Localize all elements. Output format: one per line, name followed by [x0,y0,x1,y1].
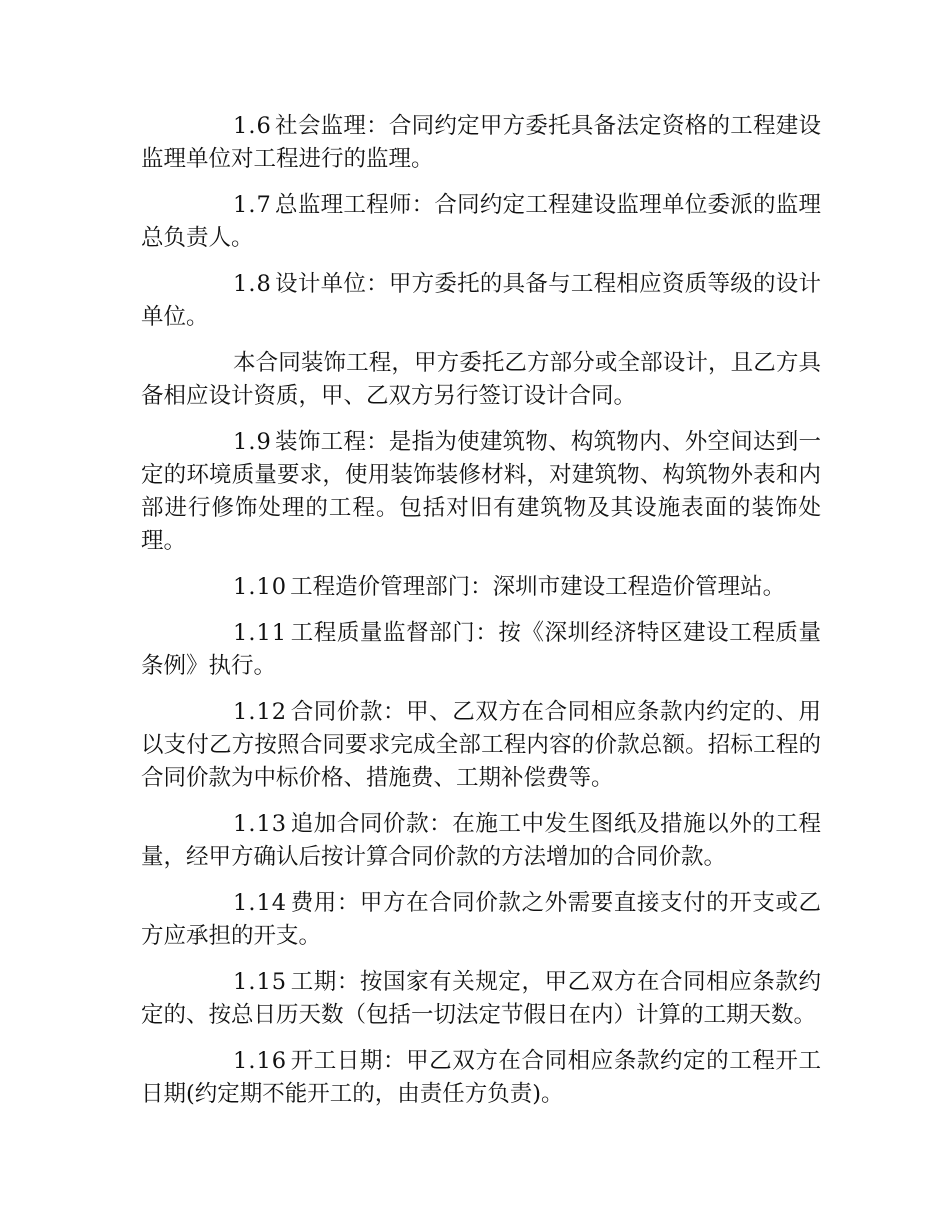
clause-text: 追加合同价款：在施工中发生图纸及措施以外的工程量，经甲方确认后按计算合同价款的方法增加的合同价款。 [141,811,821,870]
clause-1-13 [141,808,821,874]
clause-1-10 [141,571,821,604]
clause-1-14 [141,887,821,953]
clause-design-note [141,347,821,413]
clause-text: 工程造价管理部门：深圳市建设工程造价管理站。 [290,574,786,600]
clause-number: 1.11 [233,620,288,646]
clause-1-9 [141,426,821,558]
clause-1-16 [141,1045,821,1111]
clause-number: 1.7 [233,192,272,218]
clause-1-15 [141,966,821,1032]
clause-number: 1.14 [233,890,288,916]
clause-1-12 [141,696,821,795]
clause-number: 1.6 [233,113,272,139]
clause-text: 工期：按国家有关规定，甲乙双方在合同相应条款约定的、按总日历天数（包括一切法定节假日在内）计算的工期天数。 [141,969,821,1028]
clause-number: 1.8 [233,271,272,297]
clause-text: 合同价款：甲、乙双方在合同相应条款内约定的、用以支付乙方按照合同要求完成全部工程内容的价款总额。招标工程的合同价款为中标价格、措施费、工期补偿费等。 [141,699,821,791]
clause-text: 装饰工程：是指为使建筑物、构筑物内、外空间达到一定的环境质量要求，使用装饰装修材料，对建筑物、构筑物外表和内部进行修饰处理的工程。包括对旧有建筑物及其设施表面的装饰处理。 [141,429,821,554]
clause-number: 1.10 [233,574,288,600]
clause-text: 本合同装饰工程，甲方委托乙方部分或全部设计，且乙方具备相应设计资质，甲、乙双方另行签订设计合同。 [141,350,821,409]
clause-1-7 [141,189,821,255]
clause-number: 1.16 [233,1048,288,1074]
clause-text: 设计单位：甲方委托的具备与工程相应资质等级的设计单位。 [141,271,821,330]
clause-number: 1.9 [233,429,272,455]
clause-1-6 [141,110,821,176]
clause-text: 开工日期：甲乙双方在合同相应条款约定的工程开工日期(约定期不能开工的，由责任方负责)。 [141,1048,821,1107]
clause-number: 1.13 [233,811,288,837]
clause-text: 社会监理：合同约定甲方委托具备法定资格的工程建设监理单位对工程进行的监理。 [141,113,821,172]
document-body [141,110,821,1124]
clause-text: 费用：甲方在合同价款之外需要直接支付的开支或乙方应承担的开支。 [141,890,821,949]
clause-text: 总监理工程师：合同约定工程建设监理单位委派的监理总负责人。 [141,192,821,251]
clause-number: 1.12 [233,699,288,725]
clause-number: 1.15 [233,969,288,995]
clause-1-8 [141,268,821,334]
clause-1-11 [141,617,821,683]
clause-text: 工程质量监督部门：按《深圳经济特区建设工程质量条例》执行。 [141,620,821,679]
